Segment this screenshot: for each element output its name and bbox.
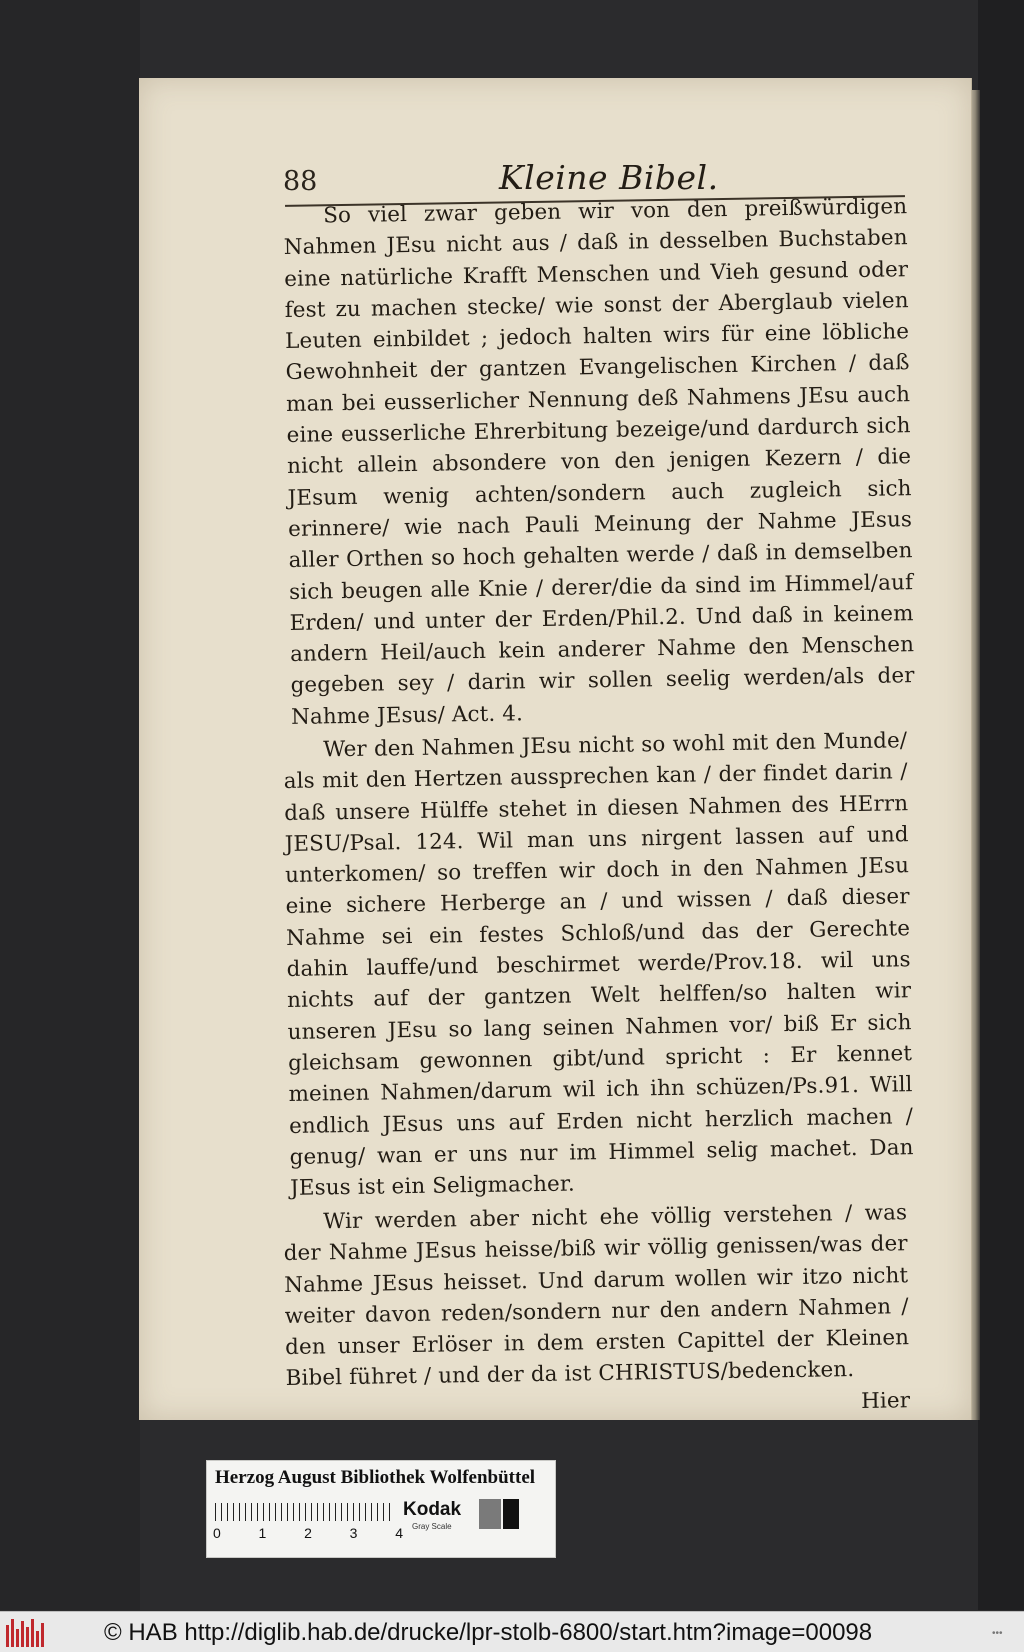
catchword: Hier — [860, 1387, 911, 1414]
page-number: 88 — [283, 166, 318, 197]
black-swatch — [503, 1499, 519, 1529]
scale-number: 2 — [304, 1525, 312, 1541]
footer-copyright-link[interactable]: © HAB http://diglib.hab.de/drucke/lpr-stolb-6800/start.htm?image=00098 — [104, 1619, 873, 1646]
scale-number: 3 — [349, 1525, 358, 1541]
scale-number: 0 — [213, 1525, 221, 1541]
more-dots-icon: ••• — [992, 1628, 1003, 1639]
scale-number: 4 — [395, 1525, 403, 1541]
paragraph-indent — [283, 222, 323, 223]
paragraph — [283, 191, 915, 733]
book-page — [139, 78, 972, 1420]
scale-ruler — [215, 1503, 393, 1521]
paragraph-text: So viel zwar geben wir von den preißwürdigen Nahmen JEsu nicht aus / daß in desselben Buchstaben eine natürliche Krafft Menschen und Vieh gesund oder fest zu machen stecke/ wie sonst der Aberglaub vielen Leuten einbildet ; jedoch halten wirs für eine löbliche Gewohnheit der gantzen Evangelischen Kirchen / daß man bei eusserlicher Nennung deß Nahmens JEsu auch eine eusserliche Ehrerbitung bezeige/und dardurch sich nicht allein absondere von den jenigen Kezern / die JEsum wenig achten/sondern auch zugleich sich erinnere/ wie nach Pauli Meinung der Nahme JEsus aller Orthen so hoch gehalten werde / daß in demselben sich beugen alle Knie / derer/die da sind im Himmel/auf Erden/ und unter der Erden/Phil.2. Und daß in keinem andern Heil/auch kein anderer Nahme den Menschen gegeben sey / darin wir sollen seelig werden/als der Nahme JEsus/ Act. 4. — [283, 194, 915, 730]
scale-numbers — [213, 1525, 403, 1541]
library-label: Herzog August Bibliothek Wolfenbüttel — [215, 1467, 536, 1488]
paragraph-text: Wir werden aber nicht ehe völlig verstehen / was der Nahme JEsus heisse/biß wir völlig genissen/was der Nahme JEsus heisset. Und darum wollen wir itzo nicht weiter davon reden/sondern nur den andern Nahmen / den unser Erlöser in dem ersten Capittel der Kleinen Bibel führet / und der da ist CHRISTUS/bedencken. — [283, 1199, 910, 1391]
gray-scale-label: Gray Scale — [412, 1522, 452, 1531]
body-text — [283, 194, 915, 1426]
paragraph-text: Wer den Nahmen JEsu nicht so wohl mit den Munde/ als mit den Hertzen aussprechen kan / der findet darin / daß unsere Hülffe stehet in diesen Nahmen des HErrn JESU/Psal. 124. Wil man uns nirgent lassen auf und unterkomen/ so treffen wir doch in den Nahmen JEsu eine sichere Herberge an / und wissen / daß dieser Nahme sei ein festes Schloß/und das der Gerechte dahin lauffe/und beschirmet werde/Prov.18. wil uns nichts auf der gantzen Welt helffen/so halten wir unseren JEsu so lang seinen Nahmen vor/ biß Er sich gleichsam gewonnen gibt/und spricht : Er kennet meinen Nahmen/darum wil ich ihn schüzen/Ps.91. Will endlich JEsus uns auf Erden nicht herzlich machen / genug/ wan er uns nur im Himmel selig machet. Dan JEsus ist ein Seligmacher. — [283, 728, 914, 1202]
paragraph-indent — [283, 1228, 323, 1229]
kodak-brand: Kodak — [403, 1499, 462, 1520]
scale-number: 1 — [258, 1525, 267, 1541]
grey-swatch — [479, 1499, 501, 1529]
color-calibration-target — [206, 1460, 556, 1558]
hab-logo-icon — [6, 1617, 48, 1647]
paragraph — [283, 725, 914, 1204]
paragraph-indent — [283, 756, 323, 757]
scan-backdrop-right — [978, 0, 1024, 1610]
scan-backdrop-left — [0, 0, 140, 1610]
running-title: Kleine Bibel. — [499, 158, 719, 197]
paragraph — [283, 1197, 910, 1426]
footer-bar — [0, 1611, 1024, 1652]
